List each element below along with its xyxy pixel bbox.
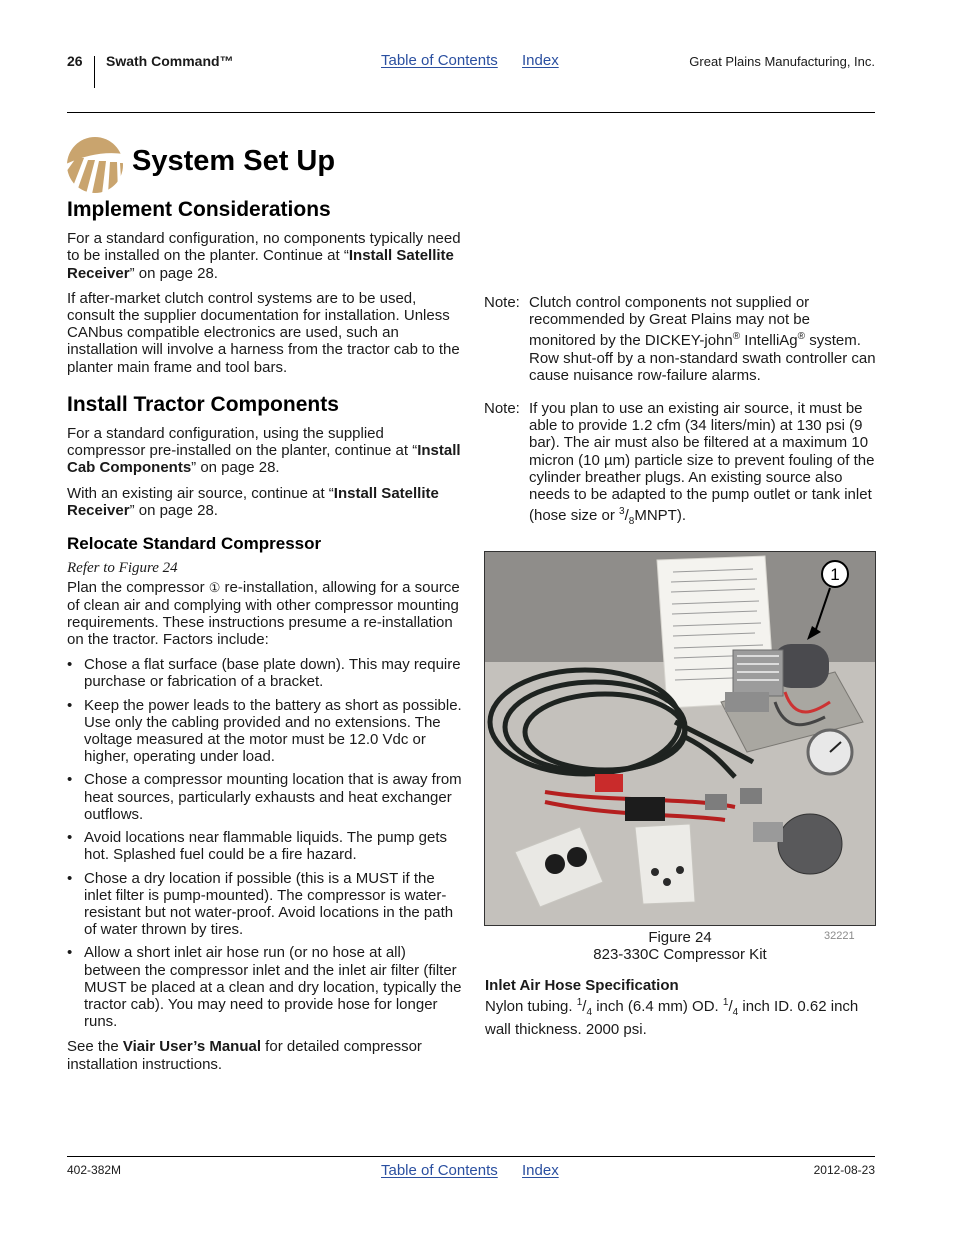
list-item: • Allow a short inlet air hose run (or no hose at all) between the compressor inlet and the inlet air filter (filter MUST be placed at a clean and dry location, typically the tractor cab). You may need to provide hose for longer runs. — [67, 944, 462, 1030]
implement-heading: Implement Considerations — [67, 198, 331, 221]
company-name: Great Plains Manufacturing, Inc. — [689, 54, 875, 69]
publication-date: 2012-08-23 — [813, 1163, 875, 1177]
spec-text: Nylon tubing. $^1/_4$ inch (6.4 mm) OD. $^1/_4$ inch ID. 0.62 inch wall thickness. 2000 psi. — [485, 997, 859, 1039]
compressor-kit-photo — [484, 551, 876, 926]
implement-paragraph-1: For a standard configuration, no components typically need to be installed on the planter. Continue at “Install Satellite Receiver” on page 28. — [67, 230, 461, 282]
figure-label: Figure 24 — [648, 929, 712, 946]
manual-title: Swath Command™ — [106, 53, 234, 69]
left-column — [67, 198, 462, 1081]
figure-title: 823-330C Compressor Kit — [593, 946, 767, 963]
tractor-heading: Install Tractor Components — [67, 392, 339, 416]
spec-heading: Inlet Air Hose Specification — [485, 977, 679, 994]
figure-image-number: 32221 — [824, 930, 855, 942]
figure-callout-number: 1 — [830, 565, 840, 584]
header-divider — [94, 56, 95, 88]
list-item: • Chose a flat surface (base plate down). This may require purchase or fabrication of a bracket. — [67, 656, 462, 690]
footer-rule — [67, 1156, 875, 1157]
note-air-source: Note: If you plan to use an existing air source, it must be able to provide 1.2 cfm (34 liters/min) at 130 psi (9 bar). The air must also be filtered at a maximum 10 micron (10 µm) particle size to prevent fouling of the cylinder breather plugs. An existing source also needs to be adapted to the pump outlet or tank inlet (hose size or $^3/_8MNPT$). — [484, 400, 875, 528]
note-clutch-control: Note: Clutch control components not supplied or recommended by Great Plains may not be monitored by the DICKEY-john® IntelliAg® system. Row shut-off by a non-standard swath controller can cause nuisance row-failure alarms. — [484, 294, 876, 384]
list-item: • Chose a dry location if possible (this is a MUST if the inlet filter is pump-mounted). The compressor is water-resistant but not water-proof. Avoid locations in the path of water thrown by tires. — [67, 870, 462, 939]
figure-caption — [560, 929, 800, 963]
section-title: System Set Up — [132, 145, 336, 177]
header-index-link[interactable]: Index — [522, 52, 559, 69]
note-label: Note: — [484, 400, 520, 417]
relocate-heading: Relocate Standard Compressor — [67, 534, 322, 554]
header-rule — [67, 112, 875, 113]
viair-reference: See the Viair User’s Manual for detailed compressor installation instructions. — [67, 1038, 422, 1073]
page-number: 26 — [67, 53, 83, 69]
figure-reference: Refer to Figure 24 — [67, 560, 178, 577]
tractor-paragraph-2: With an existing air source, continue at “Install Satellite Receiver” on page 28. — [67, 484, 439, 519]
document-number: 402-382M — [67, 1163, 122, 1177]
implement-paragraph-2: If after-market clutch control systems are to be used, consult the supplier documentation for installation. Unless CANbus compatible electronics are used, such an installation will involve a harness from the tractor cab to the planter main frame and tool bars. — [67, 289, 460, 376]
footer-toc-link[interactable]: Table of Contents — [381, 1162, 498, 1179]
list-item: • Chose a compressor mounting location that is away from heat sources, particularly exhausts and heat exchanger outflows. — [67, 771, 462, 823]
header-toc-link[interactable]: Table of Contents — [381, 52, 498, 69]
tractor-paragraph-1: For a standard configuration, using the supplied compressor pre-installed on the planter, continue at “Install Cab Components” on page 28. — [67, 425, 461, 477]
factors-list — [67, 656, 462, 1030]
list-item: • Keep the power leads to the battery as short as possible. Use only the cabling provided and no extensions. The voltage measured at the motor must be 12.0 Vdc or higher, operating under load. — [67, 697, 462, 766]
list-item: • Avoid locations near flammable liquids. The pump gets hot. Splashed fuel could be a fire hazard. — [67, 829, 462, 863]
note-label: Note: — [484, 294, 520, 311]
callout-1-icon: ① — [208, 580, 221, 596]
footer-index-link[interactable]: Index — [522, 1162, 559, 1179]
hose-specification — [485, 977, 880, 1039]
relocate-intro: Plan the compressor ① re-installation, allowing for a source of clean air and complying with other compressor mounting requirements. These instructions presume a re-installation on the tractor. Factors include: — [67, 579, 460, 649]
compressor-kit-illustration — [485, 552, 875, 925]
great-plains-logo-icon — [66, 136, 124, 194]
